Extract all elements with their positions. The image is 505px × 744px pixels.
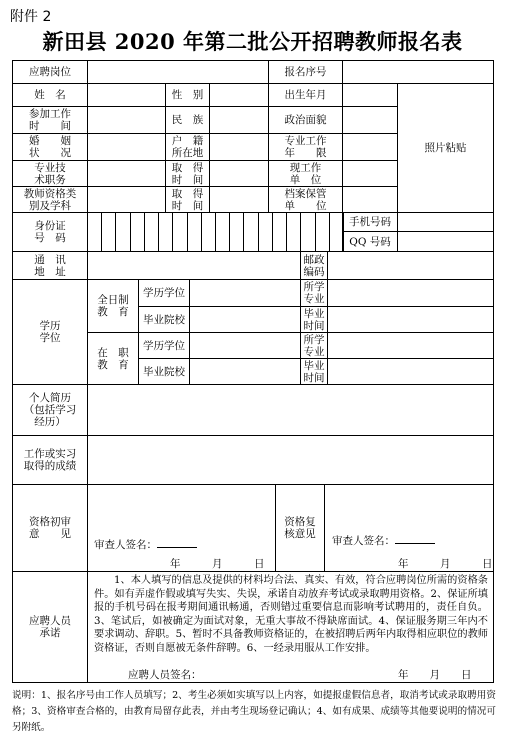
re-reviewer-sign: 审查人签名： bbox=[332, 533, 435, 548]
label-qq: QQ 号码 bbox=[342, 231, 398, 252]
label-resume: 个人简历 （包括学习 经历） bbox=[12, 384, 88, 436]
postcode-field[interactable] bbox=[327, 251, 494, 280]
label-work-time: 参加工作 时 间 bbox=[12, 106, 88, 134]
label-fulltime-grad-time: 毕业 时间 bbox=[300, 306, 328, 333]
household-field[interactable] bbox=[209, 133, 269, 161]
fulltime-major-field[interactable] bbox=[327, 279, 494, 307]
id-digit-box[interactable] bbox=[130, 212, 145, 252]
registration-form bbox=[12, 60, 494, 683]
birth-field[interactable] bbox=[342, 83, 398, 107]
label-re-review: 资格复 核意见 bbox=[275, 484, 325, 572]
label-work-unit: 现工作 单 位 bbox=[268, 160, 343, 187]
obtain-time-2-field[interactable] bbox=[209, 186, 269, 213]
label-position: 应聘岗位 bbox=[12, 60, 88, 84]
label-fulltime: 全日制 教 育 bbox=[87, 279, 139, 333]
label-reg-no: 报名序号 bbox=[268, 60, 343, 84]
label-inservice: 在 职 教 育 bbox=[87, 332, 139, 385]
id-digit-box[interactable] bbox=[272, 212, 287, 252]
label-politics: 政治面貌 bbox=[268, 106, 343, 134]
id-digit-box[interactable] bbox=[87, 212, 102, 252]
label-birth: 出生年月 bbox=[268, 83, 343, 107]
name-field[interactable] bbox=[87, 83, 166, 107]
id-digit-box[interactable] bbox=[215, 212, 230, 252]
label-fulltime-major: 所学 专业 bbox=[300, 279, 328, 307]
id-digit-box[interactable] bbox=[101, 212, 116, 252]
id-digit-box[interactable] bbox=[201, 212, 216, 252]
work-unit-field[interactable] bbox=[342, 160, 398, 187]
initial-reviewer-sign: 审查人签名： bbox=[94, 537, 197, 552]
id-digit-box[interactable] bbox=[229, 212, 244, 252]
politics-field[interactable] bbox=[342, 106, 398, 134]
label-ethnicity: 民 族 bbox=[165, 106, 210, 134]
inservice-school-field[interactable] bbox=[189, 358, 301, 385]
label-tech-title: 专业技 术职务 bbox=[12, 160, 88, 187]
label-obtain-time-1: 取 得 时 间 bbox=[165, 160, 210, 187]
inservice-degree-field[interactable] bbox=[189, 332, 301, 359]
mobile-field[interactable] bbox=[397, 212, 494, 232]
label-name: 姓 名 bbox=[12, 83, 88, 107]
photo-area: 照片粘贴 bbox=[397, 83, 494, 213]
label-achievements: 工作或实习 取得的成绩 bbox=[12, 435, 88, 485]
id-digit-box[interactable] bbox=[158, 212, 173, 252]
applicant-sign-date: 年 月 日 bbox=[398, 669, 472, 681]
label-pledge: 应聘人员 承诺 bbox=[12, 571, 88, 683]
id-digit-box[interactable] bbox=[243, 212, 258, 252]
label-education: 学历 学位 bbox=[12, 279, 88, 385]
id-digit-box[interactable] bbox=[300, 212, 315, 252]
major-years-field[interactable] bbox=[342, 133, 398, 161]
fulltime-degree-field[interactable] bbox=[189, 279, 301, 307]
inservice-major-field[interactable] bbox=[327, 332, 494, 359]
applicant-sign: 应聘人员签名： bbox=[128, 669, 202, 681]
inservice-grad-time-field[interactable] bbox=[327, 358, 494, 385]
label-gender: 性 别 bbox=[165, 83, 210, 107]
marital-field[interactable] bbox=[87, 133, 166, 161]
achievements-field[interactable] bbox=[87, 435, 494, 485]
id-digit-box[interactable] bbox=[187, 212, 202, 252]
work-time-field[interactable] bbox=[87, 106, 166, 134]
form-notes: 说明：1、报名序号由工作人员填写；2、考生必须如实填写以上内容，如提报虚假信息者，取消考试或录取聘用资格；3、资格审查合格的，由教育局留存此表，并由考生现场登记确认；4、如有成果、成绩等其他要说明的情况可另附纸。 bbox=[12, 690, 496, 733]
label-inservice-school: 毕业院校 bbox=[138, 358, 190, 385]
label-archive-unit: 档案保管 单 位 bbox=[268, 186, 343, 213]
re-review-date: 年 月 日 bbox=[398, 558, 493, 570]
label-address: 通 讯 地 址 bbox=[12, 251, 88, 280]
label-mobile: 手机号码 bbox=[342, 212, 398, 232]
id-digit-box[interactable] bbox=[258, 212, 273, 252]
id-digit-box[interactable] bbox=[115, 212, 130, 252]
label-household: 户 籍 所在地 bbox=[165, 133, 210, 161]
label-inservice-grad-time: 毕业 时间 bbox=[300, 358, 328, 385]
label-cert-type: 教师资格类 别及学科 bbox=[12, 186, 88, 213]
cert-type-field[interactable] bbox=[87, 186, 166, 213]
fulltime-school-field[interactable] bbox=[189, 306, 301, 333]
label-inservice-major: 所学 专业 bbox=[300, 332, 328, 359]
address-field[interactable] bbox=[87, 251, 301, 280]
archive-unit-field[interactable] bbox=[342, 186, 398, 213]
fulltime-grad-time-field[interactable] bbox=[327, 306, 494, 333]
label-initial-review: 资格初审 意 见 bbox=[12, 484, 88, 572]
pledge-text: 1、本人填写的信息及提供的材料均合法、真实、有效，符合应聘岗位所需的资格条件。如有弄虚作假或填写失实、失误，承诺自动放弃考试或录取聘用资格。2、保证所填报的手机号码在报考期间通讯畅通，否则错过重要信息而影响考试聘用的，责任自负。3、笔试后，如被确定为面试对象，无重大事故不得缺席面试。4、保证服务期三年内不要求调动、辞职。5、暂时不具备教师资格证的，在被招聘后两年内取得相应职位的教师资格证，否则自愿被无条件辞聘。6、一经录用服从工作安排。 bbox=[94, 575, 488, 654]
id-digit-box[interactable] bbox=[286, 212, 301, 252]
id-digit-box[interactable] bbox=[172, 212, 187, 252]
label-postcode: 邮政 编码 bbox=[300, 251, 328, 280]
reg-no-field[interactable] bbox=[342, 60, 494, 84]
resume-field[interactable] bbox=[87, 384, 494, 436]
label-major-years: 专业工作 年 限 bbox=[268, 133, 343, 161]
label-marital: 婚 姻 状 况 bbox=[12, 133, 88, 161]
label-fulltime-school: 毕业院校 bbox=[138, 306, 190, 333]
initial-review-date: 年 月 日 bbox=[170, 558, 265, 570]
tech-title-field[interactable] bbox=[87, 160, 166, 187]
qq-field[interactable] bbox=[397, 231, 494, 252]
label-fulltime-degree: 学历学位 bbox=[138, 279, 190, 307]
attachment-label: 附件 2 bbox=[10, 9, 52, 25]
id-digit-box[interactable] bbox=[315, 212, 330, 252]
id-digit-box[interactable] bbox=[144, 212, 159, 252]
gender-field[interactable] bbox=[209, 83, 269, 107]
label-id-card: 身份证 号 码 bbox=[12, 212, 88, 252]
obtain-time-1-field[interactable] bbox=[209, 160, 269, 187]
form-title: 新田县 2020 年第二批公开招聘教师报名表 bbox=[42, 29, 463, 54]
label-inservice-degree: 学历学位 bbox=[138, 332, 190, 359]
position-field[interactable] bbox=[87, 60, 269, 84]
label-obtain-time-2: 取 得 时 间 bbox=[165, 186, 210, 213]
ethnicity-field[interactable] bbox=[209, 106, 269, 134]
